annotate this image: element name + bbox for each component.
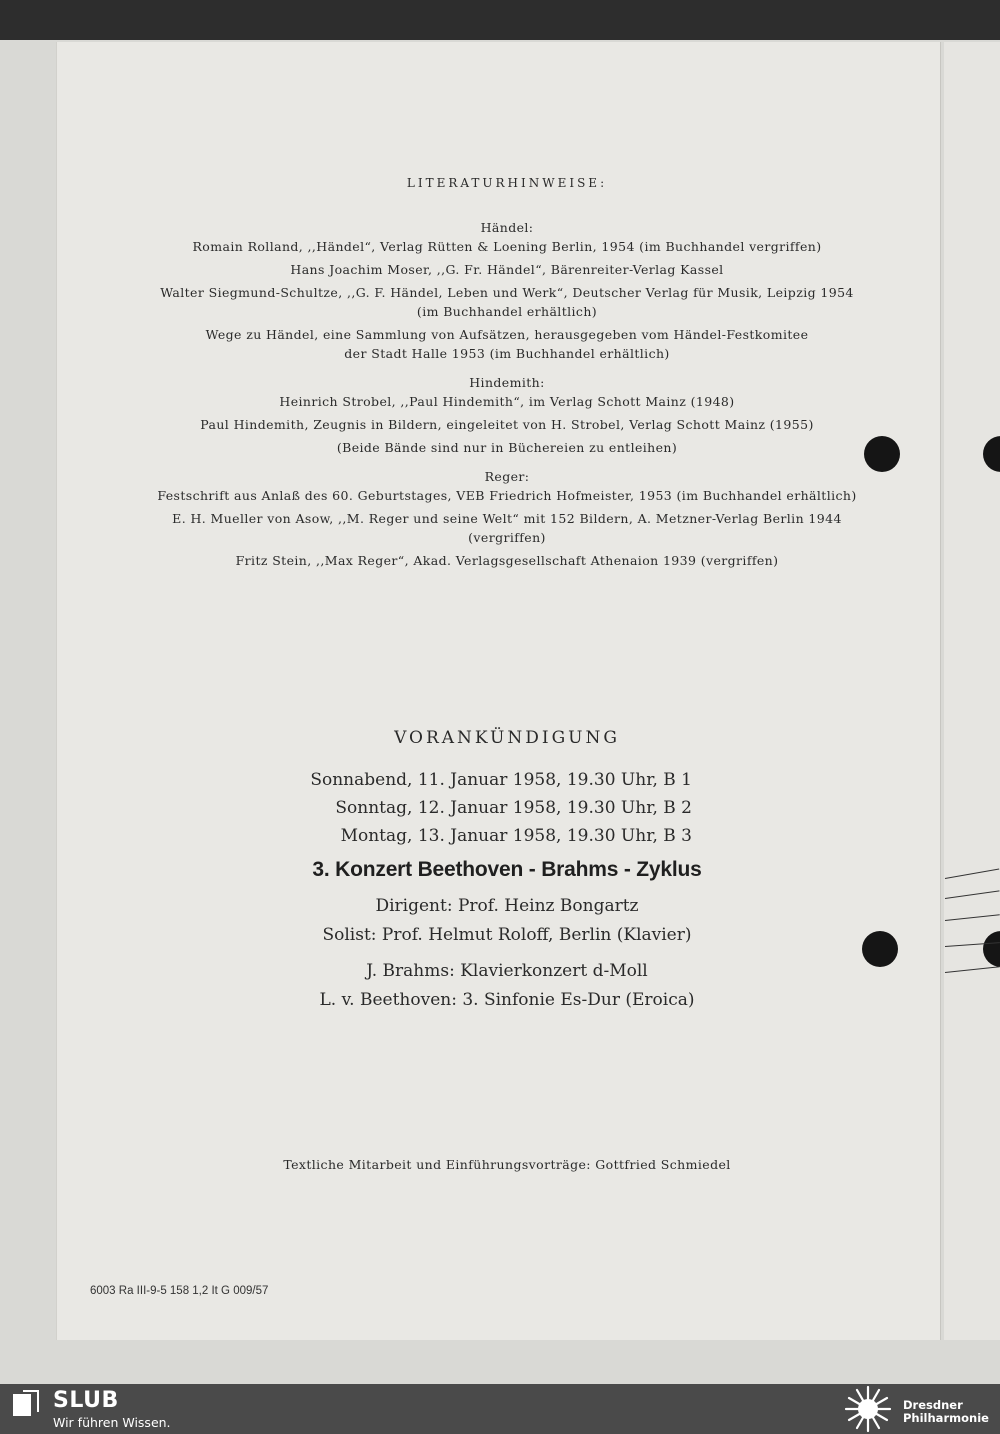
literature-section [57,218,957,363]
work-item: J. Brahms: Klavierkonzert d-Moll [366,961,648,981]
footer-bar [0,1384,1000,1434]
literature-entry: Romain Rolland, ,,Händel“, Verlag Rütten & Loening Berlin, 1954 (im Buchhandel vergriffen) [192,239,822,254]
literature-entry: Walter Siegmund-Schultze, ,,G. F. Händel, Leben und Werk“, Deutscher Verlag für Musik, Leipzig 1954 (im Buchhandel erhältlich) [160,285,854,319]
concert-date: Montag, 13. Januar 1958, 19.30 Uhr, B 3 [340,826,692,846]
literature-entry: Paul Hindemith, Zeugnis in Bildern, eingeleitet von H. Strobel, Verlag Schott Mainz (1955) [200,417,814,432]
literature-entry: (Beide Bände sind nur in Büchereien zu entleihen) [336,440,678,455]
concert-date: Sonntag, 12. Januar 1958, 19.30 Uhr, B 2 [335,798,692,818]
conductor: Dirigent: Prof. Heinz Bongartz [375,896,639,916]
concert-date: Sonnabend, 11. Januar 1958, 19.30 Uhr, B 1 [310,770,692,790]
literature-entry: Festschrift aus Anlaß des 60. Geburtstages, VEB Friedrich Hofmeister, 1953 (im Buchhandel erhältlich) [157,488,857,503]
performers [57,892,957,950]
concert-dates [250,766,692,850]
literature-heading: LITERATURHINWEISE: [406,176,608,190]
philharmonie-logo-icon [840,1384,896,1434]
slub-tagline: Wir führen Wissen. [53,1415,171,1430]
slub-logo-icon [13,1390,39,1416]
concert-title: 3. Konzert Beethoven - Brahms - Zyklus [312,858,702,881]
soloist: Solist: Prof. Helmut Roloff, Berlin (Klavier) [322,925,692,945]
credit-line: Textliche Mitarbeit und Einführungsvorträge: Gottfried Schmiedel [283,1157,731,1172]
section-title: Reger: [484,469,530,484]
section-title: Händel: [480,220,534,235]
literature-entry: E. H. Mueller von Asow, ,,M. Reger und seine Welt“ mit 152 Bildern, A. Metzner-Verlag Berlin 1944 (vergriffen) [172,511,842,545]
literature-entry: Heinrich Strobel, ,,Paul Hindemith“, im Verlag Schott Mainz (1948) [279,394,735,409]
philharmonie-name: Dresdner Philharmonie [903,1398,989,1425]
literature-entry: Fritz Stein, ,,Max Reger“, Akad. Verlagsgesellschaft Athenaion 1939 (vergriffen) [235,553,779,568]
announcement-heading: VORANKÜNDIGUNG [394,728,620,748]
literature-list [57,208,957,574]
section-title: Hindemith: [469,375,545,390]
literature-section [57,467,957,570]
work-item: L. v. Beethoven: 3. Sinfonie Es-Dur (Eroica) [319,990,695,1010]
print-code: 6003 Ra III-9-5 158 1,2 It G 009/57 [90,1285,269,1297]
literature-section [57,373,957,457]
literature-entry: Wege zu Händel, eine Sammlung von Aufsätzen, herausgegeben vom Händel-Festkomitee der Stadt Halle 1953 (im Buchhandel erhältlich) [205,327,809,361]
literature-entry: Hans Joachim Moser, ,,G. Fr. Händel“, Bärenreiter-Verlag Kassel [290,262,724,277]
program-works [57,957,957,1015]
slub-name: SLUB [53,1388,119,1413]
